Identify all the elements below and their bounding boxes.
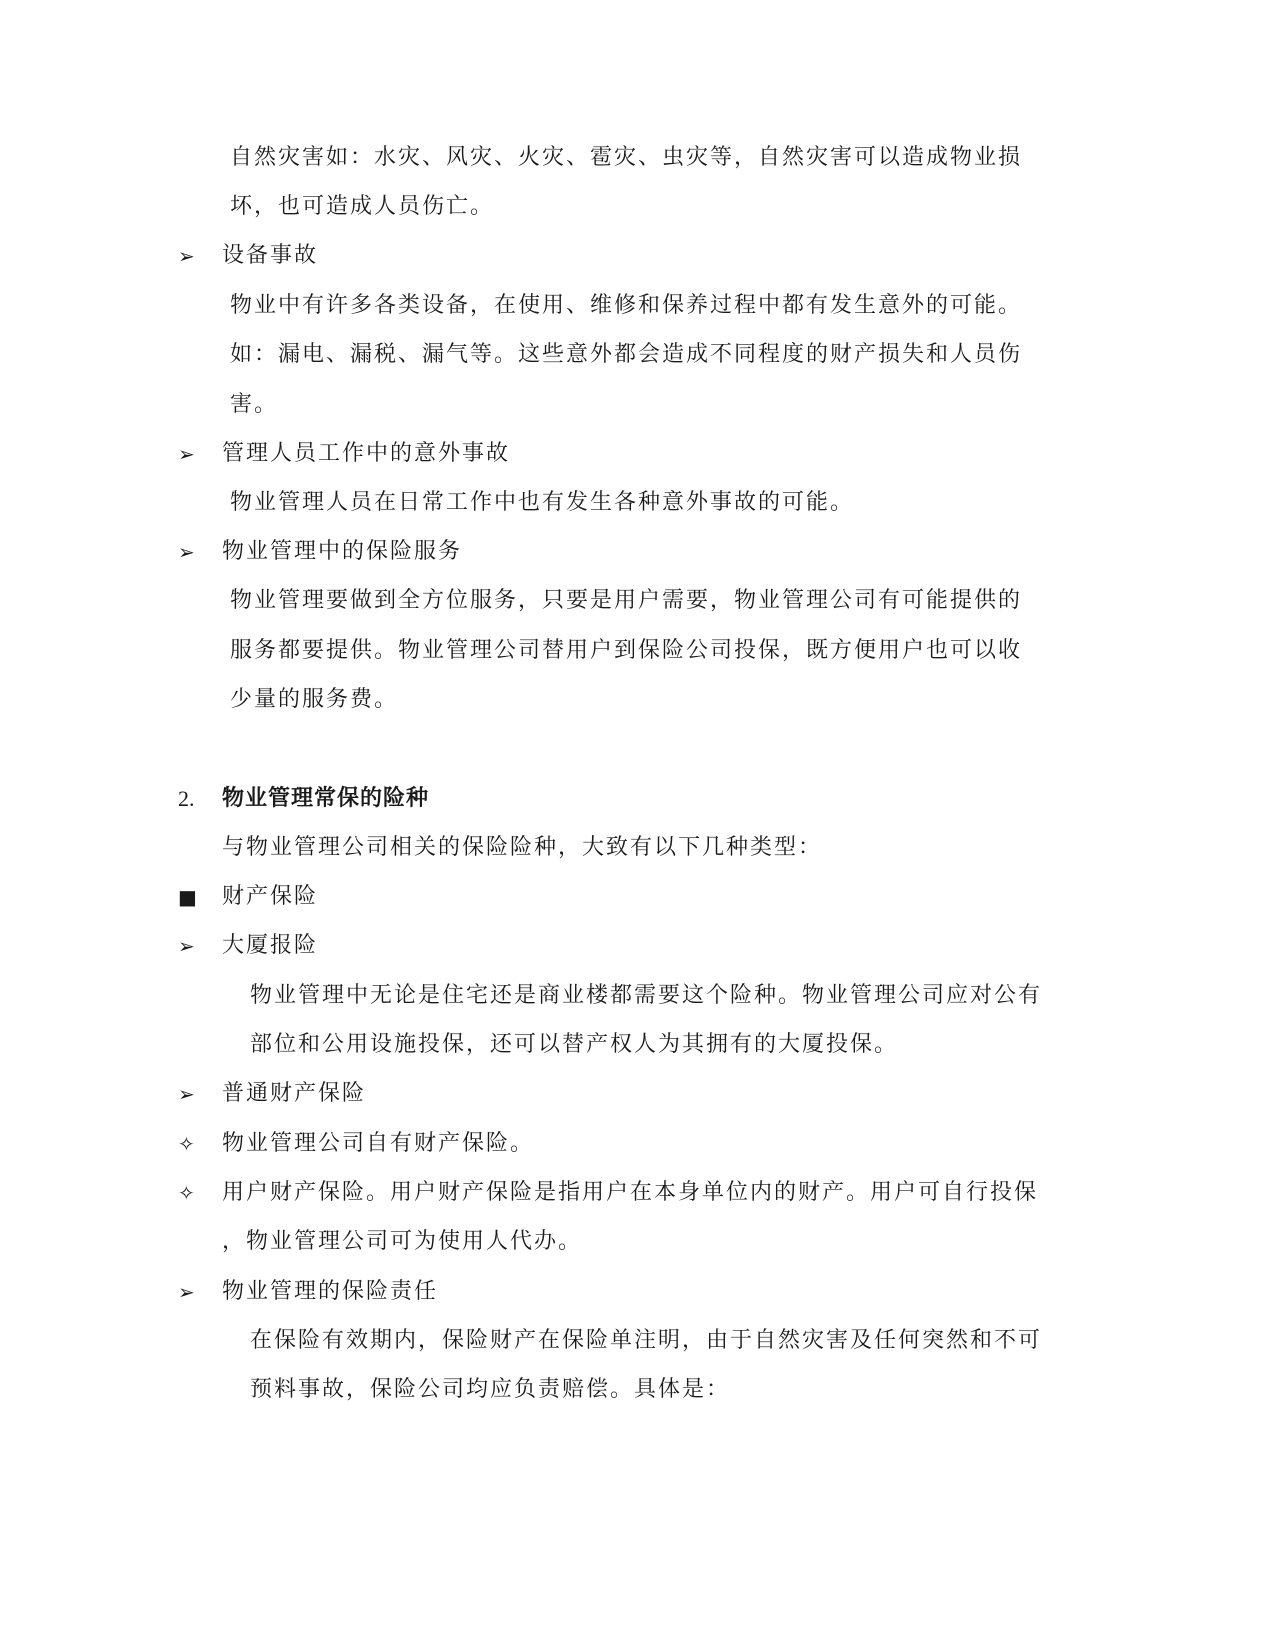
diamond-bullet-icon: ✧ <box>178 1181 195 1205</box>
staff-accident-heading: 管理人员工作中的意外事故 <box>222 441 511 466</box>
natural-disaster-line-2: 坏，也可造成人员伤亡。 <box>230 194 495 219</box>
insurance-liability-line-1: 在保险有效期内，保险财产在保险单注明，由于自然灾害及任何突然和不可 <box>250 1328 1043 1353</box>
insurance-liability-heading: 物业管理的保险责任 <box>222 1279 439 1304</box>
staff-accident-line-1: 物业管理人员在日常工作中也有发生各种意外事故的可能。 <box>230 490 855 515</box>
equipment-accident-heading: 设备事故 <box>222 243 319 268</box>
diamond-bullet-icon: ✧ <box>178 1132 195 1156</box>
user-property-item-line-2: ，物业管理公司可为使用人代办。 <box>222 1229 583 1254</box>
section-title: 物业管理常保的险种 <box>222 786 430 811</box>
arrow-bullet-icon: ➢ <box>178 934 195 958</box>
arrow-bullet-icon: ➢ <box>178 1280 195 1304</box>
building-insurance-heading: 大厦报险 <box>222 933 319 958</box>
insurance-service-heading: 物业管理中的保险服务 <box>222 539 463 564</box>
general-property-heading: 普通财产保险 <box>222 1081 367 1106</box>
arrow-bullet-icon: ➢ <box>178 442 195 466</box>
section-intro: 与物业管理公司相关的保险险种，大致有以下几种类型： <box>222 835 823 860</box>
insurance-service-line-3: 少量的服务费。 <box>230 687 399 712</box>
property-insurance-heading: 财产保险 <box>222 884 319 909</box>
building-insurance-line-2: 部位和公用设施投保，还可以替产权人为其拥有的大厦投保。 <box>250 1032 899 1057</box>
insurance-service-line-2: 服务都要提供。物业管理公司替用户到保险公司投保，既方便用户也可以收 <box>230 638 1023 663</box>
insurance-liability-line-2: 预料事故，保险公司均应负责赔偿。具体是： <box>250 1377 731 1402</box>
user-property-item-line-1: 用户财产保险。用户财产保险是指用户在本身单位内的财产。用户可自行投保 <box>222 1180 1039 1205</box>
natural-disaster-line-1: 自然灾害如：水灾、风灾、火灾、雹灾、虫灾等，自然灾害可以造成物业损 <box>230 145 1023 170</box>
arrow-bullet-icon: ➢ <box>178 244 195 268</box>
company-property-item: 物业管理公司自有财产保险。 <box>222 1131 535 1156</box>
section-number: 2. <box>178 786 195 811</box>
equipment-accident-line-2: 如：漏电、漏税、漏气等。这些意外都会造成不同程度的财产损失和人员伤 <box>230 342 1023 367</box>
square-bullet-icon: ■ <box>178 885 197 909</box>
arrow-bullet-icon: ➢ <box>178 540 195 564</box>
equipment-accident-line-3: 害。 <box>230 392 279 417</box>
arrow-bullet-icon: ➢ <box>178 1082 195 1106</box>
building-insurance-line-1: 物业管理中无论是住宅还是商业楼都需要这个险种。物业管理公司应对公有 <box>250 983 1043 1008</box>
insurance-service-line-1: 物业管理要做到全方位服务，只要是用户需要，物业管理公司有可能提供的 <box>230 588 1023 613</box>
equipment-accident-line-1: 物业中有许多各类设备，在使用、维修和保养过程中都有发生意外的可能。 <box>230 293 1023 318</box>
